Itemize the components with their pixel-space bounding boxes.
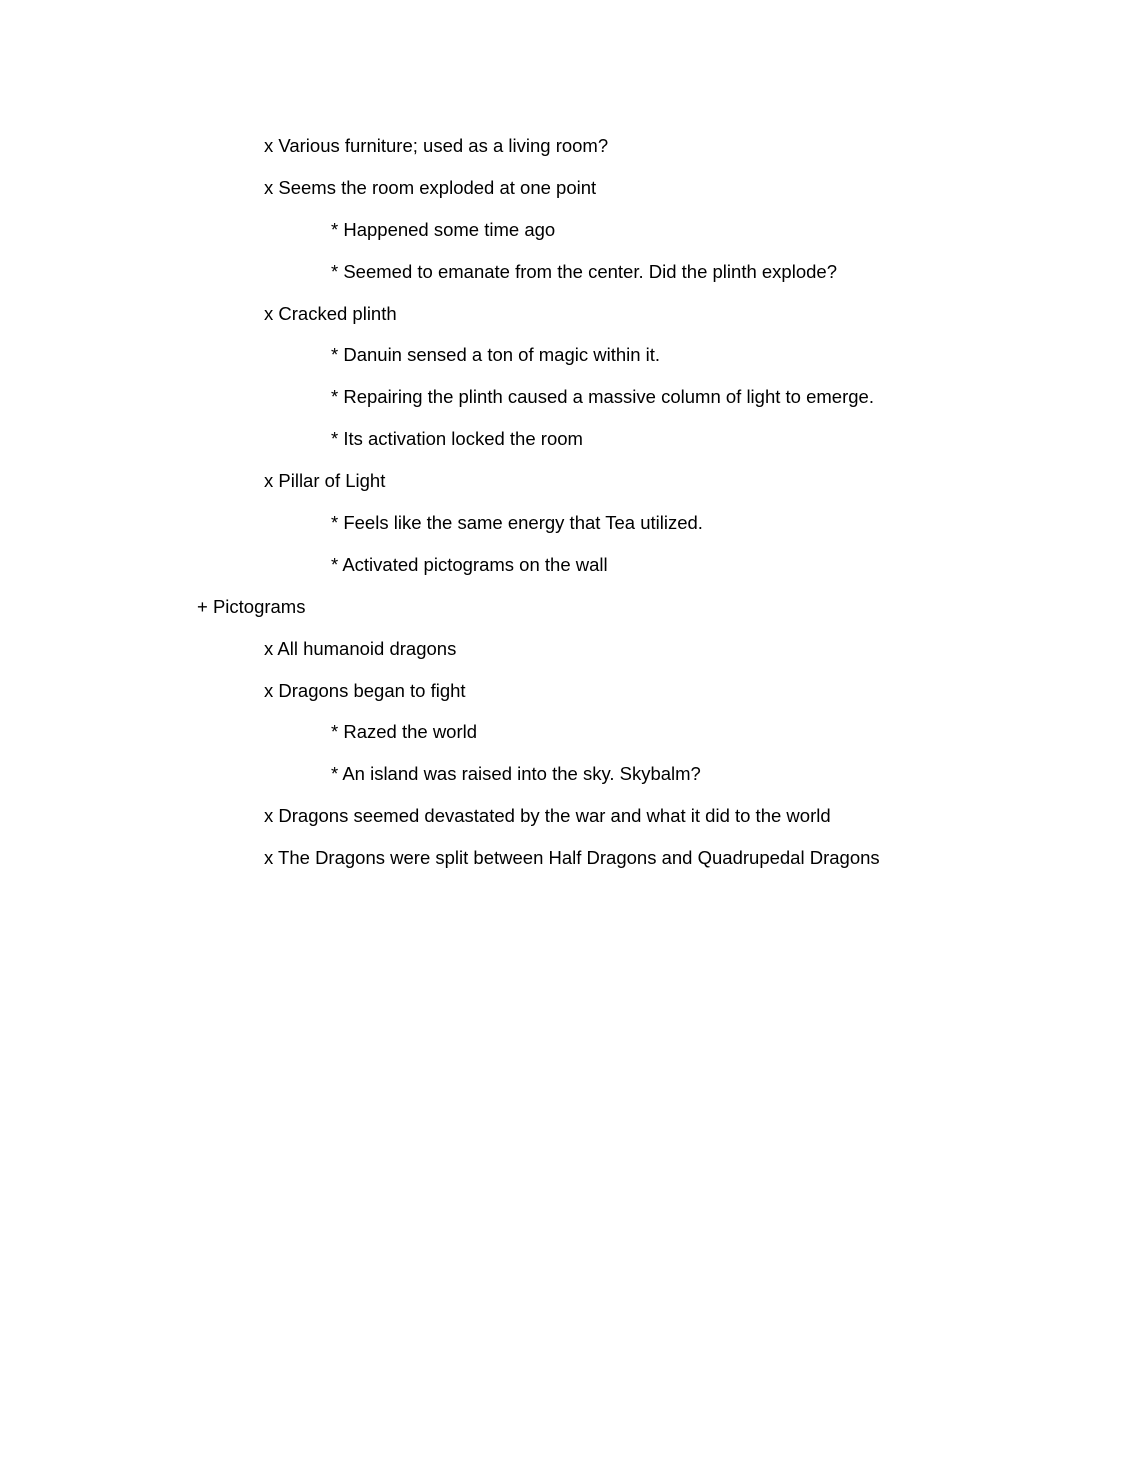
outline-item: x Dragons began to fight (264, 679, 466, 701)
outline-subitem: * Razed the world (331, 721, 478, 743)
outline-subitem: * Seemed to emanate from the center. Did the plinth explode? (331, 260, 837, 282)
outline-item: x Dragons seemed devastated by the war and what it did to the world (264, 805, 831, 827)
notes-outline (0, 131, 1134, 885)
outline-item: x Seems the room exploded at one point (264, 176, 597, 198)
outline-item: x The Dragons were split between Half Dragons and Quadrupedal Dragons (264, 847, 880, 869)
outline-section-heading: + Pictograms (197, 595, 306, 617)
outline-subitem: * Danuin sensed a ton of magic within it. (331, 344, 661, 366)
outline-subitem: * Feels like the same energy that Tea utilized. (331, 512, 703, 534)
outline-subitem: * Activated pictograms on the wall (331, 553, 608, 575)
outline-item: x Cracked plinth (264, 302, 397, 324)
outline-subitem: * Repairing the plinth caused a massive column of light to emerge. (331, 386, 874, 408)
outline-item: x All humanoid dragons (264, 637, 457, 659)
outline-item: x Pillar of Light (264, 470, 386, 492)
outline-subitem: * Happened some time ago (331, 218, 556, 240)
outline-subitem: * Its activation locked the room (331, 428, 583, 450)
outline-subitem: * An island was raised into the sky. Skybalm? (331, 763, 701, 785)
outline-item: x Various furniture; used as a living room? (264, 135, 609, 156)
